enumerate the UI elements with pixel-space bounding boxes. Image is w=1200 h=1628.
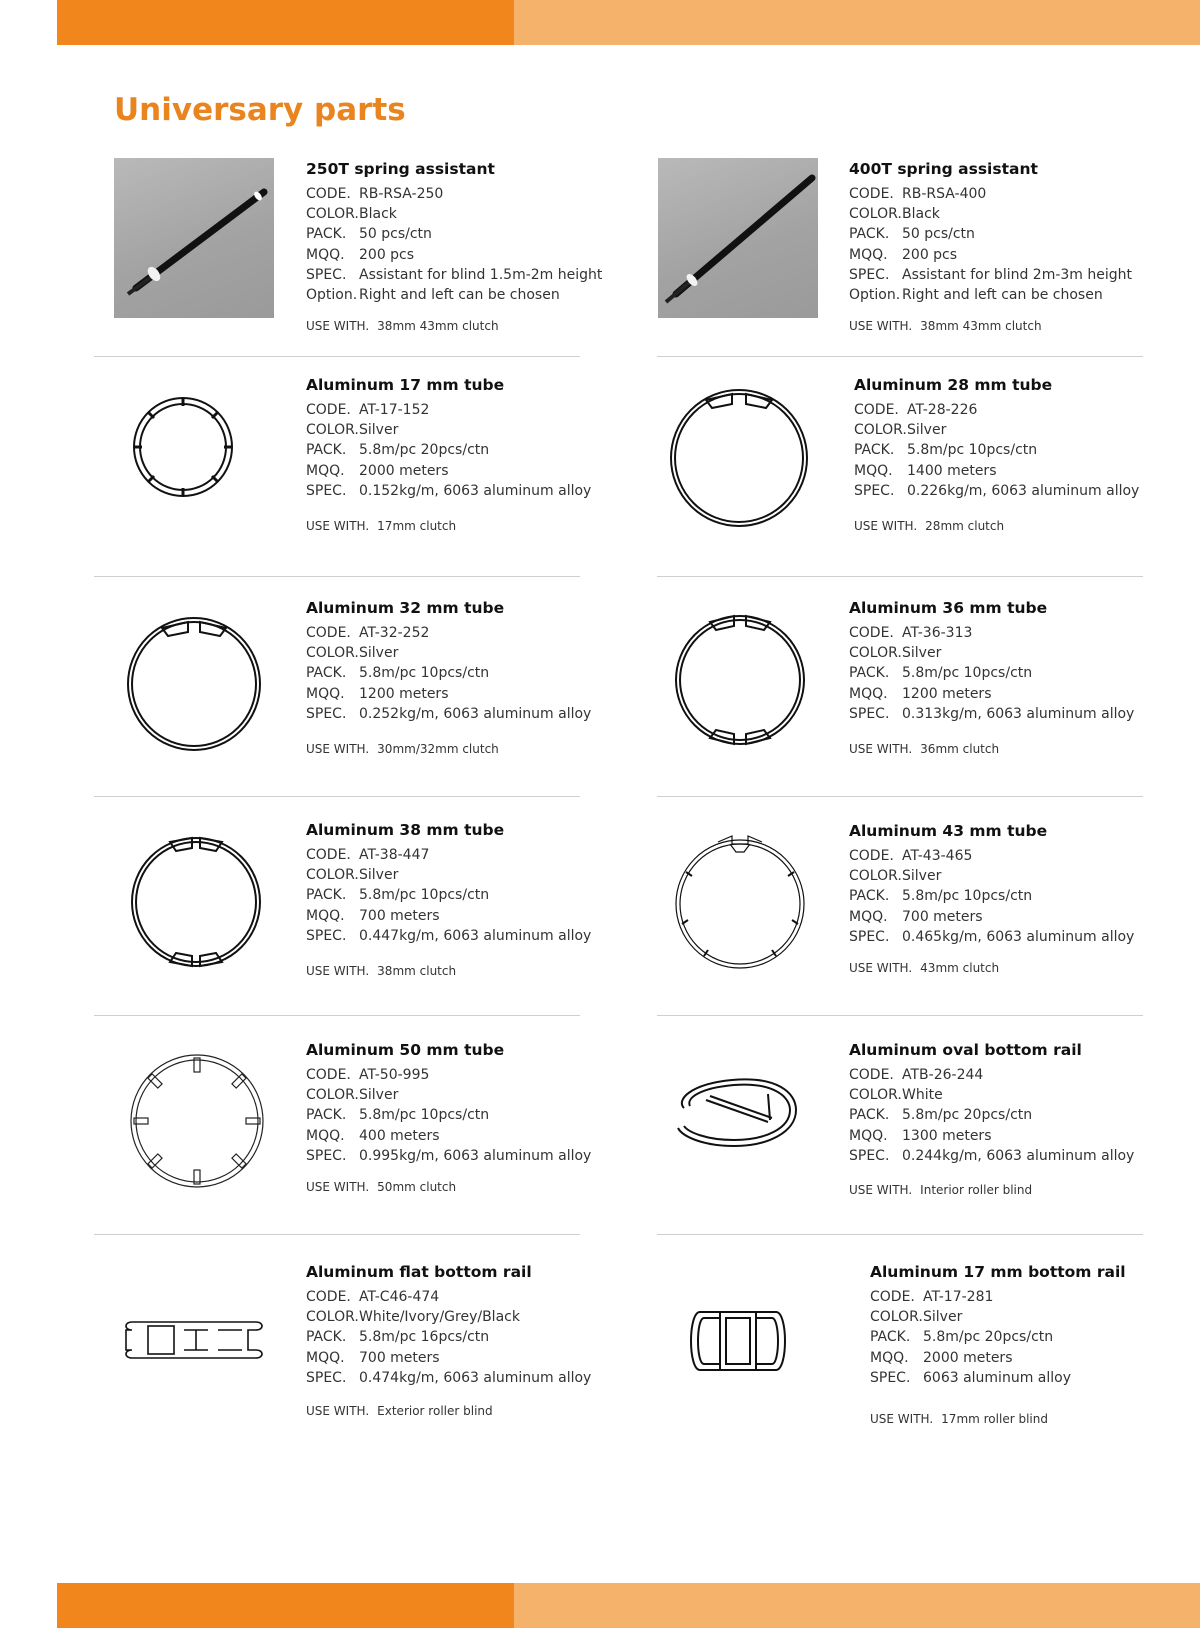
divider (657, 1234, 1143, 1235)
color-row: COLOR.Silver (870, 1309, 963, 1326)
product-title: Aluminum oval bottom rail (849, 1041, 1082, 1059)
use-with-row: USE WITH. 17mm clutch (306, 519, 457, 534)
use-with-row: USE WITH. 28mm clutch (854, 519, 1005, 534)
pack-row: PACK. 5.8m/pc 10pcs/ctn (306, 665, 490, 682)
color-row: COLOR.Silver (306, 645, 399, 662)
mqq-row: MQQ. 1300 meters (849, 1127, 992, 1144)
tube-32mm-profile-drawing (122, 610, 266, 754)
spec-row: SPEC. 0.252kg/m, 6063 aluminum alloy (306, 705, 592, 722)
use-with-row: USE WITH. 30mm/32mm clutch (306, 742, 499, 757)
mqq-row: MQQ. 700 meters (849, 908, 983, 925)
divider (94, 796, 580, 797)
header-band-light (514, 0, 1200, 45)
mqq-row: MQQ. 1400 meters (854, 462, 997, 479)
product-title: 400T spring assistant (849, 160, 1038, 178)
product-card-rb-rsa-400 (849, 160, 1132, 333)
product-title: Aluminum 28 mm tube (854, 376, 1053, 394)
spec-row: SPEC. 0.465kg/m, 6063 aluminum alloy (849, 928, 1135, 945)
product-card-at-c46-474 (306, 1263, 591, 1418)
divider (657, 796, 1143, 797)
footer-band (57, 1583, 1200, 1628)
product-title: Aluminum 43 mm tube (849, 822, 1048, 840)
use-with-row: USE WITH. Interior roller blind (849, 1183, 1033, 1198)
pack-row: PACK. 5.8m/pc 10pcs/ctn (849, 888, 1033, 905)
code-row: CODE. AT-17-152 (306, 402, 430, 418)
product-card-at-17-281 (870, 1263, 1126, 1426)
code-row: CODE. RB-RSA-400 (849, 186, 987, 202)
color-row: COLOR.Silver (849, 645, 942, 662)
code-row: CODE. AT-32-252 (306, 625, 430, 641)
code-row: CODE. AT-17-281 (870, 1289, 994, 1305)
mqq-row: MQQ. 400 meters (306, 1127, 440, 1144)
pack-row: PACK. 5.8m/pc 10pcs/ctn (854, 442, 1038, 459)
use-with-row: USE WITH. Exterior roller blind (306, 1404, 493, 1419)
color-row: COLOR.Silver (849, 868, 942, 885)
flat-bottom-rail-profile-drawing (122, 1318, 266, 1362)
spec-row: SPEC. 0.152kg/m, 6063 aluminum alloy (306, 482, 592, 499)
color-row: COLOR.White/Ivory/Grey/Black (306, 1309, 520, 1326)
pack-row: PACK. 50 pcs/ctn (306, 226, 432, 243)
use-with-row: USE WITH. 17mm roller blind (870, 1412, 1048, 1427)
mqq-row: MQQ. 700 meters (306, 1349, 440, 1366)
header-band (57, 0, 1200, 45)
page-title: Universary parts (114, 92, 406, 128)
color-row: COLOR.Black (849, 206, 940, 223)
tube-17mm-profile-drawing (128, 392, 238, 502)
product-card-atb-26-244 (849, 1041, 1134, 1197)
use-with-row: USE WITH. 38mm 43mm clutch (306, 319, 499, 334)
mqq-row: MQQ. 2000 meters (306, 462, 449, 479)
divider (94, 1234, 580, 1235)
product-card-at-17-152 (306, 376, 591, 533)
footer-band-light (514, 1583, 1200, 1628)
tube-36mm-profile-drawing (670, 610, 810, 750)
pack-row: PACK. 5.8m/pc 20pcs/ctn (849, 1107, 1033, 1124)
header-band-dark (57, 0, 514, 45)
product-card-at-28-226 (854, 376, 1139, 533)
product-title: Aluminum 50 mm tube (306, 1041, 505, 1059)
product-card-at-32-252 (306, 599, 591, 756)
pack-row: PACK. 5.8m/pc 10pcs/ctn (849, 665, 1033, 682)
mqq-row: MQQ. 200 pcs (306, 246, 415, 263)
product-title: Aluminum 17 mm tube (306, 376, 505, 394)
mqq-row: MQQ. 2000 meters (870, 1349, 1013, 1366)
color-row: COLOR.Silver (306, 867, 399, 884)
color-row: COLOR.Black (306, 206, 397, 223)
color-row: COLOR.White (849, 1087, 943, 1104)
spec-row: SPEC. Assistant for blind 1.5m-2m height (306, 266, 603, 283)
spec-row: SPEC. 0.226kg/m, 6063 aluminum alloy (854, 482, 1140, 499)
code-row: CODE. AT-C46-474 (306, 1289, 440, 1305)
tube-50mm-profile-drawing (126, 1050, 268, 1192)
tube-38mm-profile-drawing (126, 832, 266, 972)
mqq-row: MQQ. 1200 meters (849, 685, 992, 702)
mqq-row: MQQ. 700 meters (306, 907, 440, 924)
pack-row: PACK. 5.8m/pc 10pcs/ctn (306, 1107, 490, 1124)
spec-row: SPEC. 0.474kg/m, 6063 aluminum alloy (306, 1369, 592, 1386)
product-title: 250T spring assistant (306, 160, 495, 178)
footer-band-dark (57, 1583, 514, 1628)
product-card-at-36-313 (849, 599, 1134, 756)
use-with-row: USE WITH. 38mm 43mm clutch (849, 319, 1042, 334)
color-row: COLOR.Silver (306, 422, 399, 439)
divider (94, 576, 580, 577)
spec-row: SPEC. 0.447kg/m, 6063 aluminum alloy (306, 927, 592, 944)
spec-row: SPEC. 0.313kg/m, 6063 aluminum alloy (849, 705, 1135, 722)
code-row: CODE. AT-50-995 (306, 1067, 430, 1083)
color-row: COLOR.Silver (306, 1087, 399, 1104)
use-with-row: USE WITH. 36mm clutch (849, 742, 1000, 757)
divider (94, 356, 580, 357)
code-row: CODE. AT-28-226 (854, 402, 978, 418)
option-row: Option. Right and left can be chosen (849, 287, 1103, 304)
color-row: COLOR.Silver (854, 422, 947, 439)
option-row: Option. Right and left can be chosen (306, 287, 560, 304)
spec-row: SPEC. 6063 aluminum alloy (870, 1369, 1071, 1386)
tube-28mm-profile-drawing (664, 382, 814, 532)
product-title: Aluminum 32 mm tube (306, 599, 505, 617)
divider (657, 1015, 1143, 1016)
pack-row: PACK. 5.8m/pc 20pcs/ctn (306, 442, 490, 459)
product-card-at-38-447 (306, 821, 591, 978)
spring-assistant-400-photo (658, 158, 818, 318)
spring-assistant-250-photo (114, 158, 274, 318)
product-card-rb-rsa-250 (306, 160, 602, 333)
code-row: CODE. AT-38-447 (306, 847, 430, 863)
product-card-at-43-465 (849, 822, 1134, 975)
code-row: CODE. RB-RSA-250 (306, 186, 444, 202)
pack-row: PACK. 5.8m/pc 10pcs/ctn (306, 887, 490, 904)
product-title: Aluminum 36 mm tube (849, 599, 1048, 617)
pack-row: PACK. 5.8m/pc 16pcs/ctn (306, 1329, 490, 1346)
spec-row: SPEC. 0.995kg/m, 6063 aluminum alloy (306, 1147, 592, 1164)
spec-row: SPEC. Assistant for blind 2m-3m height (849, 266, 1133, 283)
product-title: Aluminum 17 mm bottom rail (870, 1263, 1126, 1281)
code-row: CODE. AT-43-465 (849, 848, 973, 864)
product-title: Aluminum flat bottom rail (306, 1263, 532, 1281)
divider (94, 1015, 580, 1016)
code-row: CODE. AT-36-313 (849, 625, 973, 641)
use-with-row: USE WITH. 38mm clutch (306, 964, 457, 979)
divider (657, 576, 1143, 577)
mqq-row: MQQ. 200 pcs (849, 246, 958, 263)
product-title: Aluminum 38 mm tube (306, 821, 505, 839)
code-row: CODE. ATB-26-244 (849, 1067, 984, 1083)
bottom-rail-17mm-profile-drawing (690, 1308, 786, 1374)
mqq-row: MQQ. 1200 meters (306, 685, 449, 702)
use-with-row: USE WITH. 43mm clutch (849, 961, 1000, 976)
divider (657, 356, 1143, 357)
oval-bottom-rail-profile-drawing (672, 1070, 802, 1154)
pack-row: PACK. 5.8m/pc 20pcs/ctn (870, 1329, 1054, 1346)
spec-row: SPEC. 0.244kg/m, 6063 aluminum alloy (849, 1147, 1135, 1164)
product-card-at-50-995 (306, 1041, 591, 1194)
use-with-row: USE WITH. 50mm clutch (306, 1180, 457, 1195)
pack-row: PACK. 50 pcs/ctn (849, 226, 975, 243)
tube-43mm-profile-drawing (670, 832, 810, 972)
